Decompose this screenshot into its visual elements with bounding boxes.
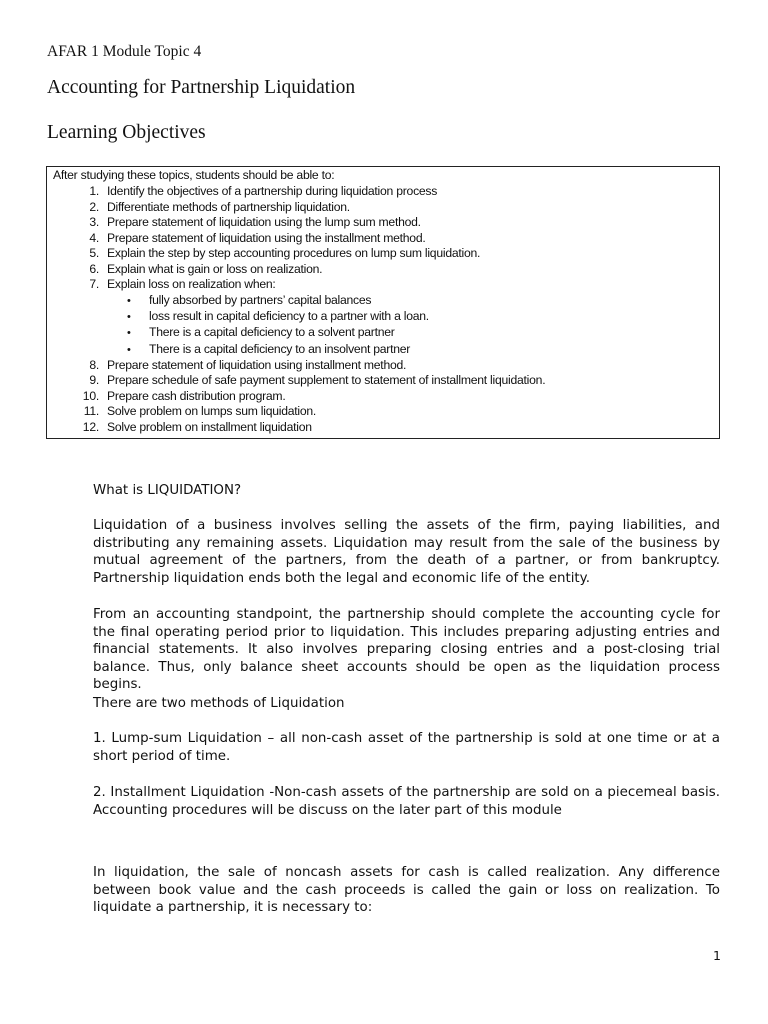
subitem-text: loss result in capital deficiency to a partner with a loan. [149, 309, 429, 323]
objective-text: Explain the step by step accounting procedures on lump sum liquidation. [107, 246, 481, 260]
paragraph-realization [93, 864, 720, 917]
objectives-intro: After studying these topics, students should be able to: [53, 168, 335, 182]
objective-subitem [127, 309, 429, 323]
objective-text: Prepare statement of liquidation using installment method. [107, 357, 407, 372]
objective-item [55, 184, 437, 198]
bullet-icon: • [127, 311, 131, 323]
objective-text: Differentiate methods of partnership liquidation. [107, 199, 350, 214]
objective-item [55, 231, 426, 245]
objectives-box [46, 166, 720, 439]
objective-text: Prepare statement of liquidation using the installment method. [107, 230, 426, 245]
objectives-heading: Learning Objectives [47, 122, 206, 143]
objective-item [55, 373, 545, 387]
bullet-icon: • [127, 327, 131, 339]
module-label: AFAR 1 Module Topic 4 [47, 43, 202, 60]
objective-number: 6. [89, 261, 99, 276]
objective-number: 7. [89, 277, 99, 291]
subitem-text: fully absorbed by partners’ capital balances [149, 293, 372, 307]
objective-number: 4. [89, 230, 99, 245]
document-title: Accounting for Partnership Liquidation [47, 77, 356, 98]
paragraph-text: 1. Lump-sum Liquidation – all non-cash asset of the partnership is sold at one time or at a short period of time. [93, 731, 720, 764]
objective-item [55, 246, 480, 260]
objective-text: Prepare schedule of safe payment supplement to statement of installment liquidation. [107, 373, 546, 387]
objective-text: Explain loss on realization when: [107, 277, 276, 291]
subitem-text: There is a capital deficiency to an insolvent partner [149, 342, 411, 356]
objective-text: Explain what is gain or loss on realization. [107, 261, 323, 276]
methods-intro [93, 695, 720, 713]
objective-text: Solve problem on lumps sum liquidation. [107, 404, 317, 418]
bullet-icon: • [127, 344, 131, 356]
objective-number: 5. [89, 246, 99, 260]
objective-subitem [127, 293, 371, 307]
paragraph-text: From an accounting standpoint, the partnership should complete the accounting cycle for the final operating period prior to liquidation. This includes preparing adjusting entries and financial statements. It also involves preparing closing entries and a post-closing trial balance. Thus, only balance sheet accounts should be open as the liquidation process begins. [93, 607, 720, 693]
objective-number: 11. [83, 404, 99, 418]
paragraph-text: 2. Installment Liquidation -Non-cash assets of the partnership are sold on a piecemeal basis. Accounting procedures will be discuss on the later part of this module [93, 785, 720, 818]
paragraph-text: There are two methods of Liquidation [93, 696, 345, 711]
objective-number: 2. [89, 199, 99, 214]
objective-text: Prepare statement of liquidation using the lump sum method. [107, 215, 421, 229]
objective-item [55, 262, 322, 276]
objective-item [55, 404, 316, 418]
objective-subitem [127, 325, 395, 339]
objective-item [55, 420, 312, 434]
objective-item [55, 277, 276, 291]
objective-number: 3. [89, 215, 99, 229]
objective-number: 9. [89, 373, 99, 387]
paragraph-liquidation-definition [93, 517, 720, 587]
objective-item [55, 358, 406, 372]
objective-number: 8. [89, 357, 99, 372]
objective-text: Identify the objectives of a partnership during liquidation process [107, 184, 438, 198]
objective-text: Solve problem on installment liquidation [107, 419, 312, 434]
paragraph-text: In liquidation, the sale of noncash assets for cash is called realization. Any difference between book value and the cash proceeds is called the gain or loss on realization. To liquidate a partnership, it is necessary to: [93, 865, 720, 916]
paragraph-accounting-standpoint [93, 606, 720, 694]
method-installment [93, 784, 720, 819]
objective-item [55, 200, 350, 214]
bullet-icon: • [127, 295, 131, 307]
method-lump-sum [93, 730, 720, 765]
objective-item [55, 389, 285, 403]
objective-number: 10. [82, 388, 99, 403]
question-text: What is LIQUIDATION? [93, 483, 242, 498]
objective-text: Prepare cash distribution program. [107, 388, 286, 403]
liquidation-question [93, 482, 720, 500]
objective-subitem [127, 342, 410, 356]
subitem-text: There is a capital deficiency to a solvent partner [149, 325, 395, 339]
page-number: 1 [713, 948, 721, 963]
objective-item [55, 215, 421, 229]
paragraph-text: Liquidation of a business involves selling the assets of the firm, paying liabilities, and distributing any remaining assets. Liquidation may result from the sale of the business by mutual agreement of the partners, from the death of a partner, or from bankruptcy. Partnership liquidation ends both the legal and economic life of the entity. [93, 518, 720, 586]
objective-number: 1. [89, 184, 99, 198]
objective-number: 12. [82, 419, 99, 434]
